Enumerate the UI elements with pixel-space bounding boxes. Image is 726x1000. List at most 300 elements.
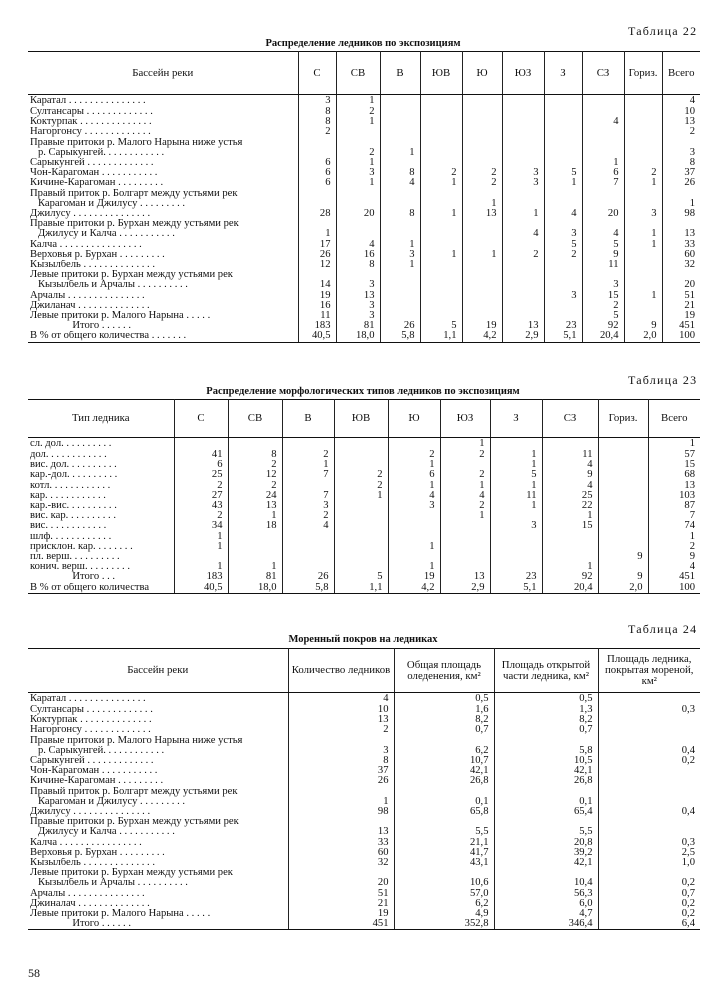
table-cell: 2 bbox=[228, 460, 282, 470]
table-row bbox=[28, 878, 700, 888]
table-cell: 1 bbox=[440, 481, 490, 491]
table-cell: 6 bbox=[174, 460, 228, 470]
table-cell bbox=[420, 260, 462, 270]
table-cell bbox=[298, 199, 336, 209]
table-cell bbox=[624, 127, 662, 137]
table-cell: 0,4 bbox=[598, 746, 700, 756]
table-cell: 4 bbox=[582, 229, 624, 239]
table-cell bbox=[582, 138, 624, 148]
table-cell bbox=[334, 542, 388, 552]
table-cell: 3 bbox=[502, 178, 544, 188]
table-cell bbox=[388, 511, 440, 521]
table-cell: 0,3 bbox=[598, 838, 700, 848]
column-header: Всего bbox=[648, 400, 700, 438]
table-cell bbox=[490, 552, 542, 562]
table-cell: 65,8 bbox=[394, 807, 494, 817]
table-cell: 4 bbox=[380, 178, 420, 188]
table-row bbox=[28, 331, 700, 342]
table-cell: 2 bbox=[544, 250, 582, 260]
row-label: Коктурпак . . . . . . . . . . . . . . bbox=[28, 715, 288, 725]
table-cell bbox=[624, 189, 662, 199]
table-cell: 8,2 bbox=[494, 715, 598, 725]
table-row bbox=[28, 127, 700, 137]
table-cell: 1 bbox=[662, 199, 700, 209]
table-cell: 0,2 bbox=[598, 756, 700, 766]
table-cell bbox=[420, 189, 462, 199]
column-header: С bbox=[174, 400, 228, 438]
table-cell: 60 bbox=[288, 848, 394, 858]
table-cell: 6 bbox=[298, 168, 336, 178]
row-label: Сарыкунгей . . . . . . . . . . . . . bbox=[28, 158, 298, 168]
table-cell bbox=[544, 95, 582, 108]
table-cell: 103 bbox=[648, 491, 700, 501]
row-label: Итого . . . . . . bbox=[28, 321, 298, 331]
table-cell bbox=[420, 311, 462, 321]
table-row bbox=[28, 797, 700, 807]
column-header: Всего bbox=[662, 52, 700, 95]
table-cell: 26,8 bbox=[394, 776, 494, 786]
table-cell bbox=[388, 532, 440, 542]
table-cell bbox=[228, 438, 282, 451]
table-cell bbox=[462, 291, 502, 301]
table-cell bbox=[542, 552, 598, 562]
table-row bbox=[28, 481, 700, 491]
table-row bbox=[28, 756, 700, 766]
table-cell: 1 bbox=[288, 797, 394, 807]
table-row bbox=[28, 178, 700, 188]
table-cell: 2 bbox=[624, 168, 662, 178]
table-cell bbox=[334, 532, 388, 542]
table-cell bbox=[490, 511, 542, 521]
table-cell bbox=[582, 270, 624, 280]
table-cell bbox=[380, 280, 420, 290]
table-cell: 0,2 bbox=[598, 878, 700, 888]
table-cell bbox=[298, 270, 336, 280]
table-cell: 9 bbox=[598, 552, 648, 562]
table-cell: 1 bbox=[420, 209, 462, 219]
table-cell bbox=[174, 438, 228, 451]
table-cell bbox=[490, 438, 542, 451]
table-cell bbox=[420, 240, 462, 250]
table-cell: 1 bbox=[420, 250, 462, 260]
table-cell bbox=[462, 107, 502, 117]
row-label: Верховья р. Бурхан . . . . . . . . . bbox=[28, 250, 298, 260]
table-cell: 1 bbox=[462, 199, 502, 209]
table-cell bbox=[624, 311, 662, 321]
table-cell bbox=[336, 229, 380, 239]
table-cell bbox=[282, 481, 334, 491]
table-cell bbox=[336, 138, 380, 148]
table-cell bbox=[544, 107, 582, 117]
table-cell: 10,5 bbox=[494, 756, 598, 766]
table-cell bbox=[598, 693, 700, 706]
table-cell: 3 bbox=[380, 250, 420, 260]
table-cell bbox=[394, 868, 494, 878]
table-cell: 2 bbox=[282, 450, 334, 460]
table-cell: 3 bbox=[662, 148, 700, 158]
table-cell bbox=[282, 532, 334, 542]
table-row bbox=[28, 280, 700, 290]
table-cell: 25 bbox=[174, 470, 228, 480]
table-cell bbox=[380, 270, 420, 280]
table-cell: 8,2 bbox=[394, 715, 494, 725]
table-cell: 8 bbox=[288, 756, 394, 766]
row-label: В % от общего количества bbox=[28, 583, 174, 594]
table-cell bbox=[298, 189, 336, 199]
table-cell: 11 bbox=[542, 450, 598, 460]
table-cell: 2 bbox=[174, 481, 228, 491]
table-cell bbox=[336, 199, 380, 209]
table-row bbox=[28, 189, 700, 199]
table-cell bbox=[420, 280, 462, 290]
row-label: котл. . . . . . . . . . . . bbox=[28, 481, 174, 491]
table-row bbox=[28, 827, 700, 837]
row-label: Правые притоки р. Малого Нарына ниже устья bbox=[28, 736, 288, 746]
table-cell: 5 bbox=[420, 321, 462, 331]
table-cell: 6 bbox=[388, 470, 440, 480]
table-cell: 4 bbox=[544, 209, 582, 219]
table-24-title: Моренный покров на ледниках bbox=[288, 634, 438, 645]
table-cell bbox=[288, 787, 394, 797]
table-cell bbox=[502, 107, 544, 117]
table-cell bbox=[394, 787, 494, 797]
table-cell: 1 bbox=[624, 178, 662, 188]
table-cell: 13 bbox=[648, 481, 700, 491]
row-label: сл. дол. . . . . . . . . . bbox=[28, 438, 174, 451]
table-cell bbox=[502, 260, 544, 270]
table-cell: 0,5 bbox=[494, 693, 598, 706]
table-cell: 1 bbox=[624, 229, 662, 239]
table-cell: 5 bbox=[490, 470, 542, 480]
table-cell bbox=[420, 127, 462, 137]
table-cell bbox=[462, 158, 502, 168]
table-cell: 2 bbox=[462, 168, 502, 178]
table-cell: 3 bbox=[544, 291, 582, 301]
table-cell bbox=[662, 189, 700, 199]
table-cell: 5,1 bbox=[544, 331, 582, 342]
table-cell bbox=[598, 470, 648, 480]
table-cell bbox=[582, 148, 624, 158]
table-cell bbox=[420, 219, 462, 229]
table-cell bbox=[336, 219, 380, 229]
table-cell: 10,6 bbox=[394, 878, 494, 888]
row-label: Джиланач . . . . . . . . . . . . . . bbox=[28, 301, 298, 311]
table-cell: 5 bbox=[544, 168, 582, 178]
table-cell: 1 bbox=[174, 562, 228, 572]
table-cell bbox=[544, 199, 582, 209]
table-cell: 5,5 bbox=[494, 827, 598, 837]
table-cell: 1 bbox=[380, 260, 420, 270]
table-cell bbox=[462, 189, 502, 199]
table-cell bbox=[598, 481, 648, 491]
table-cell bbox=[288, 868, 394, 878]
table-cell: 0,7 bbox=[494, 725, 598, 735]
table-cell: 41,7 bbox=[394, 848, 494, 858]
table-cell: 9 bbox=[582, 250, 624, 260]
table-cell bbox=[624, 95, 662, 108]
row-label: Чон-Карагоман . . . . . . . . . . . bbox=[28, 766, 288, 776]
table-cell: 2 bbox=[582, 301, 624, 311]
table-cell bbox=[598, 797, 700, 807]
row-label: Каратал . . . . . . . . . . . . . . . bbox=[28, 95, 298, 108]
table-row bbox=[28, 542, 700, 552]
table-cell bbox=[544, 270, 582, 280]
table-cell bbox=[624, 199, 662, 209]
table-cell: 1 bbox=[228, 511, 282, 521]
table-cell: 5,1 bbox=[490, 583, 542, 594]
table-cell bbox=[462, 148, 502, 158]
table-cell: 1 bbox=[490, 501, 542, 511]
table-cell bbox=[490, 542, 542, 552]
row-label: Правые притоки р. Бурхан между устьями рек bbox=[28, 219, 298, 229]
table-cell: 4,2 bbox=[462, 331, 502, 342]
table-row bbox=[28, 858, 700, 868]
table-cell bbox=[502, 301, 544, 311]
table-cell bbox=[380, 199, 420, 209]
table-cell: 1,6 bbox=[394, 705, 494, 715]
table-cell: 13 bbox=[662, 117, 700, 127]
table-cell: 451 bbox=[648, 572, 700, 582]
table-cell: 4 bbox=[662, 95, 700, 108]
table-cell: 28 bbox=[298, 209, 336, 219]
table-row bbox=[28, 511, 700, 521]
table-cell: 1 bbox=[336, 117, 380, 127]
row-label: присклон. кар. . . . . . . . bbox=[28, 542, 174, 552]
row-label: Карагоман и Джилусу . . . . . . . . . bbox=[28, 797, 288, 807]
table-cell bbox=[282, 542, 334, 552]
table-cell: 10 bbox=[288, 705, 394, 715]
table-24-number: Таблица 24 bbox=[628, 622, 698, 636]
table-23-title: Распределение морфологических типов ледников по экспозициям bbox=[206, 386, 520, 397]
table-cell: 6,4 bbox=[598, 919, 700, 930]
table-cell: 3 bbox=[502, 168, 544, 178]
table-row bbox=[28, 158, 700, 168]
row-label: Коктурпак . . . . . . . . . . . . . . bbox=[28, 117, 298, 127]
table-cell: 1 bbox=[440, 438, 490, 451]
table-cell: 5,8 bbox=[282, 583, 334, 594]
table-row bbox=[28, 240, 700, 250]
table-cell bbox=[582, 199, 624, 209]
table-cell bbox=[282, 562, 334, 572]
table-cell bbox=[582, 95, 624, 108]
table-cell bbox=[502, 189, 544, 199]
table-cell: 1 bbox=[388, 562, 440, 572]
table-cell: 2 bbox=[334, 481, 388, 491]
table-cell: 26 bbox=[288, 776, 394, 786]
table-cell bbox=[624, 158, 662, 168]
table-cell: 2 bbox=[174, 511, 228, 521]
table-cell: 9 bbox=[648, 552, 700, 562]
column-header: Гориз. bbox=[624, 52, 662, 95]
table-row bbox=[28, 501, 700, 511]
table-cell: 3 bbox=[336, 301, 380, 311]
table-cell: 56,3 bbox=[494, 889, 598, 899]
table-cell bbox=[334, 438, 388, 451]
table-cell: 100 bbox=[648, 583, 700, 594]
table-cell: 1 bbox=[542, 511, 598, 521]
table-cell: 5,8 bbox=[380, 331, 420, 342]
table-cell bbox=[502, 95, 544, 108]
table-cell: 13 bbox=[662, 229, 700, 239]
column-header: З bbox=[544, 52, 582, 95]
row-label: вис. . . . . . . . . . . . bbox=[28, 521, 174, 531]
row-label: Сарыкунгей . . . . . . . . . . . . . bbox=[28, 756, 288, 766]
table-cell bbox=[598, 438, 648, 451]
table-cell bbox=[420, 117, 462, 127]
table-cell bbox=[624, 301, 662, 311]
table-cell bbox=[662, 138, 700, 148]
table-cell: 4,2 bbox=[388, 583, 440, 594]
table-cell: 2,5 bbox=[598, 848, 700, 858]
table-cell: 13 bbox=[462, 209, 502, 219]
row-label: В % от общего количества . . . . . . . bbox=[28, 331, 298, 342]
table-cell: 18,0 bbox=[336, 331, 380, 342]
table-cell: 183 bbox=[174, 572, 228, 582]
row-label: Кызылбель . . . . . . . . . . . . . . bbox=[28, 260, 298, 270]
table-cell: 20 bbox=[336, 209, 380, 219]
table-cell bbox=[288, 736, 394, 746]
table-cell: 23 bbox=[490, 572, 542, 582]
table-cell: 9 bbox=[598, 572, 648, 582]
table-cell bbox=[544, 260, 582, 270]
table-cell bbox=[440, 562, 490, 572]
table-row bbox=[28, 715, 700, 725]
table-cell bbox=[228, 542, 282, 552]
table-cell: 2,0 bbox=[624, 331, 662, 342]
table-cell: 2 bbox=[336, 107, 380, 117]
table-cell: 0,2 bbox=[598, 899, 700, 909]
table-cell: 43 bbox=[174, 501, 228, 511]
table-cell: 20,8 bbox=[494, 838, 598, 848]
row-label: Султансары . . . . . . . . . . . . . bbox=[28, 705, 288, 715]
table-row bbox=[28, 736, 700, 746]
table-cell: 0,2 bbox=[598, 909, 700, 919]
table-cell: 1 bbox=[502, 209, 544, 219]
table-cell bbox=[544, 301, 582, 311]
row-label: Левые притоки р. Бурхан между устьями рек bbox=[28, 270, 298, 280]
table-cell: 6,0 bbox=[494, 899, 598, 909]
table-cell bbox=[462, 127, 502, 137]
table-cell bbox=[598, 725, 700, 735]
column-header: ЮВ bbox=[334, 400, 388, 438]
table-cell: 1 bbox=[542, 562, 598, 572]
table-cell bbox=[502, 127, 544, 137]
table-cell: 2 bbox=[502, 250, 544, 260]
table-cell: 8 bbox=[380, 209, 420, 219]
table-row bbox=[28, 301, 700, 311]
table-cell bbox=[624, 117, 662, 127]
table-cell: 16 bbox=[298, 301, 336, 311]
table-row bbox=[28, 148, 700, 158]
table-cell: 1 bbox=[282, 460, 334, 470]
table-cell bbox=[544, 117, 582, 127]
column-header: С bbox=[298, 52, 336, 95]
table-cell bbox=[502, 199, 544, 209]
column-header: З bbox=[490, 400, 542, 438]
table-cell: 4 bbox=[440, 491, 490, 501]
table-row bbox=[28, 219, 700, 229]
table-cell: 92 bbox=[542, 572, 598, 582]
row-label: Правые притоки р. Бурхан между устьями рек bbox=[28, 817, 288, 827]
table-cell: 74 bbox=[648, 521, 700, 531]
table-cell bbox=[502, 117, 544, 127]
column-header: Площадь открытой части ледника, км² bbox=[494, 649, 598, 693]
table-cell: 51 bbox=[662, 291, 700, 301]
table-cell: 6,2 bbox=[394, 899, 494, 909]
table-cell bbox=[380, 127, 420, 137]
table-cell bbox=[380, 229, 420, 239]
table-cell: 37 bbox=[288, 766, 394, 776]
table-cell: 1 bbox=[336, 95, 380, 108]
table-cell: 4 bbox=[288, 693, 394, 706]
table-cell: 1 bbox=[334, 491, 388, 501]
table-row bbox=[28, 117, 700, 127]
table-cell bbox=[662, 219, 700, 229]
table-cell bbox=[502, 219, 544, 229]
table-cell bbox=[624, 260, 662, 270]
table-cell: 7 bbox=[582, 178, 624, 188]
row-label: Джиналач . . . . . . . . . . . . . . bbox=[28, 899, 288, 909]
table-cell: 1 bbox=[336, 178, 380, 188]
table-cell: 5,8 bbox=[494, 746, 598, 756]
table-cell: 2 bbox=[662, 127, 700, 137]
table-cell: 1 bbox=[174, 532, 228, 542]
row-label: шлф. . . . . . . . . . . . bbox=[28, 532, 174, 542]
table-row bbox=[28, 868, 700, 878]
table-cell: 20,4 bbox=[542, 583, 598, 594]
table-cell: 34 bbox=[174, 521, 228, 531]
row-label: р. Сарыкунгей. . . . . . . . . . . . bbox=[28, 746, 288, 756]
table-cell bbox=[334, 511, 388, 521]
table-row bbox=[28, 250, 700, 260]
table-row bbox=[28, 919, 700, 930]
table-cell bbox=[440, 542, 490, 552]
table-cell bbox=[494, 787, 598, 797]
table-cell bbox=[598, 562, 648, 572]
table-cell: 2 bbox=[336, 148, 380, 158]
table-cell: 1 bbox=[624, 291, 662, 301]
table-row bbox=[28, 807, 700, 817]
table-cell: 9 bbox=[624, 321, 662, 331]
table-cell: 1 bbox=[388, 542, 440, 552]
table-cell bbox=[582, 219, 624, 229]
table-cell bbox=[282, 438, 334, 451]
table-cell: 2 bbox=[648, 542, 700, 552]
table-cell bbox=[598, 501, 648, 511]
table-cell bbox=[228, 532, 282, 542]
column-header: Площадь ледника, покрытая мореной, км² bbox=[598, 649, 700, 693]
table-cell: 16 bbox=[336, 250, 380, 260]
table-row bbox=[28, 138, 700, 148]
table-cell: 5 bbox=[334, 572, 388, 582]
table-cell bbox=[662, 270, 700, 280]
table-cell bbox=[542, 542, 598, 552]
table-cell bbox=[598, 450, 648, 460]
table-cell: 6 bbox=[298, 178, 336, 188]
table-cell: 0,1 bbox=[494, 797, 598, 807]
table-cell bbox=[544, 127, 582, 137]
table-row bbox=[28, 199, 700, 209]
table-cell: 13 bbox=[440, 572, 490, 582]
row-label: Нагоргонсу . . . . . . . . . . . . . bbox=[28, 725, 288, 735]
table-cell bbox=[598, 766, 700, 776]
table-cell bbox=[334, 552, 388, 562]
row-label: Кызылбель . . . . . . . . . . . . . . bbox=[28, 858, 288, 868]
table-cell: 3 bbox=[388, 501, 440, 511]
table-cell bbox=[420, 291, 462, 301]
table-cell bbox=[542, 438, 598, 451]
table-row bbox=[28, 491, 700, 501]
